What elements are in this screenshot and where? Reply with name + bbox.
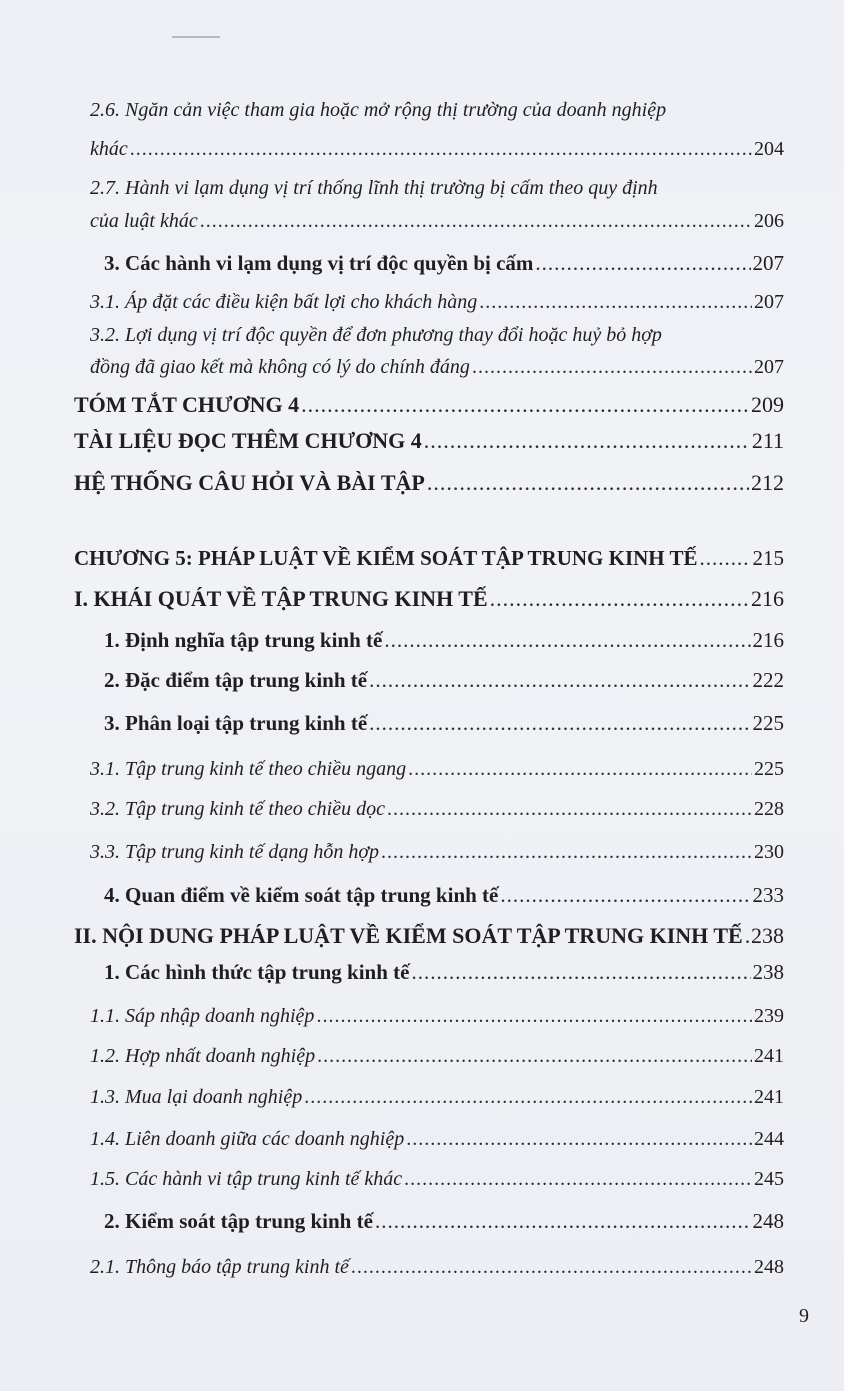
- dot-leader: [745, 925, 749, 947]
- toc-entry-line: [90, 1006, 784, 1026]
- dot-leader: [404, 1169, 752, 1189]
- toc-entry-line-wrap: [90, 178, 784, 198]
- toc-entry-title: 3.1. Tập trung kinh tế theo chiều ngang: [90, 758, 407, 780]
- toc-entry-page: 207: [752, 251, 784, 275]
- toc-entry-page: 206: [754, 210, 784, 232]
- toc-entry-line: [104, 885, 784, 906]
- toc-entry-line: [90, 1169, 784, 1189]
- toc-entry-page: 211: [751, 428, 784, 453]
- toc-entry-page: 225: [754, 758, 784, 780]
- toc-entry-page: 209: [751, 392, 784, 417]
- toc-entry-title: 1.2. Hợp nhất doanh nghiệp: [90, 1045, 316, 1067]
- dot-leader: [317, 1046, 752, 1066]
- dot-leader: [301, 394, 749, 416]
- toc-entry-line: [104, 713, 784, 734]
- toc-entry-title: của luật khác: [90, 210, 198, 232]
- dot-leader: [387, 799, 752, 819]
- toc-entry-line: [104, 962, 784, 983]
- toc-entry-title: 3.2. Tập trung kinh tế theo chiều dọc: [90, 798, 385, 820]
- toc-entry-page: 230: [754, 841, 784, 863]
- toc-entry-title: TÓM TẮT CHƯƠNG 4: [74, 392, 300, 417]
- toc-entry-title: 2.6. Ngăn cản việc tham gia hoặc mở rộng thị trường của doanh nghiệp: [90, 99, 667, 121]
- dot-leader: [408, 759, 752, 779]
- toc-entry-line: [90, 1087, 784, 1107]
- toc-entry-title: khác: [90, 138, 128, 160]
- toc-entry-line: [90, 1257, 784, 1277]
- dot-leader: [381, 842, 752, 862]
- toc-entry-line: [74, 925, 784, 947]
- dot-leader: [384, 630, 750, 651]
- dot-leader: [130, 139, 752, 159]
- toc-entry-page: 241: [754, 1045, 784, 1067]
- toc-entry-line: [74, 394, 784, 416]
- toc-entry-title: 1. Các hình thức tập trung kinh tế: [104, 960, 410, 984]
- toc-entry-title: 1.3. Mua lại doanh nghiệp: [90, 1086, 303, 1108]
- toc-entry-line: [90, 842, 784, 862]
- toc-entry-page: 248: [752, 1209, 784, 1233]
- toc-entry-page: 241: [754, 1086, 784, 1108]
- toc-entry-line: [74, 472, 784, 494]
- toc-entry-line: [90, 1129, 784, 1149]
- dot-leader: [479, 292, 752, 312]
- toc-entry-line: [74, 430, 784, 452]
- dot-leader: [316, 1006, 752, 1026]
- toc-entry-page: 245: [754, 1168, 784, 1190]
- toc-entry-page: 233: [752, 883, 784, 907]
- toc-entry-title: 2. Đặc điểm tập trung kinh tế: [104, 668, 368, 692]
- page-number: 9: [799, 1305, 809, 1327]
- toc-entry-title: I. KHÁI QUÁT VỀ TẬP TRUNG KINH TẾ: [74, 586, 488, 611]
- dot-leader: [375, 1211, 751, 1232]
- toc-entry-title: 3. Phân loại tập trung kinh tế: [104, 711, 368, 735]
- toc-entry-line: [104, 670, 784, 691]
- toc-entry-title: II. NỘI DUNG PHÁP LUẬT VỀ KIỂM SOÁT TẬP TRUNG KINH TẾ: [74, 923, 743, 948]
- toc-entry-page: 228: [754, 798, 784, 820]
- dot-leader: [500, 885, 750, 906]
- toc-entry-title: 2.7. Hành vi lạm dụng vị trí thống lĩnh thị trường bị cấm theo quy định: [90, 177, 658, 199]
- dot-leader: [424, 430, 750, 452]
- dot-leader: [411, 962, 750, 983]
- dot-leader: [490, 588, 749, 610]
- toc-entry-title: 2.1. Thông báo tập trung kinh tế: [90, 1256, 349, 1278]
- toc-entry-line: [90, 357, 784, 377]
- toc-entry-page: 212: [751, 470, 784, 495]
- dot-leader: [700, 548, 751, 569]
- toc-entry-title: 1.5. Các hành vi tập trung kinh tế khác: [90, 1168, 403, 1190]
- toc-entry-title: 3. Các hành vi lạm dụng vị trí độc quyền bị cấm: [104, 251, 534, 275]
- toc-entry-line: [74, 588, 784, 610]
- toc-entry-page: 215: [752, 546, 784, 570]
- toc-entry-title: 3.2. Lợi dụng vị trí độc quyền để đơn phương thay đổi hoặc huỷ bỏ hợp: [90, 324, 662, 346]
- toc-entry-title: 1.4. Liên doanh giữa các doanh nghiệp: [90, 1128, 405, 1150]
- toc-entry-page: 238: [751, 923, 784, 948]
- dot-leader: [369, 713, 750, 734]
- toc-entry-page: 244: [754, 1128, 784, 1150]
- toc-entry-line: [90, 139, 784, 159]
- toc-entry-title: 2. Kiểm soát tập trung kinh tế: [104, 1209, 373, 1233]
- toc-entry-line: [90, 292, 784, 312]
- toc-entry-title: CHƯƠNG 5: PHÁP LUẬT VỀ KIỂM SOÁT TẬP TRUNG KINH TẾ: [74, 546, 698, 570]
- toc-entry-line: [90, 1046, 784, 1066]
- toc-entry-title: TÀI LIỆU ĐỌC THÊM CHƯƠNG 4: [74, 428, 422, 453]
- toc-entry-page: 239: [754, 1005, 784, 1027]
- toc-entry-line: [74, 548, 784, 569]
- toc-entry-line: [90, 799, 784, 819]
- toc-entry-title: 3.1. Áp đặt các điều kiện bất lợi cho khách hàng: [90, 291, 478, 313]
- dot-leader: [472, 357, 752, 377]
- toc-entry-page: 225: [752, 711, 784, 735]
- toc-entry-line-wrap: [90, 100, 784, 120]
- dot-leader: [369, 670, 750, 691]
- toc-entry-page: 238: [752, 960, 784, 984]
- toc-entry-line: [104, 630, 784, 651]
- toc-entry-page: 222: [752, 668, 784, 692]
- toc-entry-line: [104, 253, 784, 274]
- toc-entry-title: đồng đã giao kết mà không có lý do chính đáng: [90, 356, 470, 378]
- toc-entry-line: [90, 211, 784, 231]
- toc-entry-page: 248: [754, 1256, 784, 1278]
- toc-entry-page: 207: [754, 291, 784, 313]
- toc-entry-title: 4. Quan điểm về kiểm soát tập trung kinh tế: [104, 883, 499, 907]
- toc-entry-page: 204: [754, 138, 784, 160]
- dot-leader: [304, 1087, 752, 1107]
- toc-entry-title: 3.3. Tập trung kinh tế dạng hỗn hợp: [90, 841, 380, 863]
- dot-leader: [535, 253, 750, 274]
- toc-entry-title: HỆ THỐNG CÂU HỎI VÀ BÀI TẬP: [74, 470, 425, 495]
- toc-entry-page: 207: [754, 356, 784, 378]
- toc-entry-line: [90, 759, 784, 779]
- dot-leader: [200, 211, 752, 231]
- toc-entry-line: [104, 1211, 784, 1232]
- toc-entry-title: 1.1. Sáp nhập doanh nghiệp: [90, 1005, 315, 1027]
- toc-entry-line-wrap: [90, 325, 784, 345]
- toc-entry-page: 216: [752, 628, 784, 652]
- dot-leader: [427, 472, 749, 494]
- toc-entry-title: 1. Định nghĩa tập trung kinh tế: [104, 628, 383, 652]
- dot-leader: [351, 1257, 752, 1277]
- toc-entry-page: 216: [751, 586, 784, 611]
- dot-leader: [406, 1129, 752, 1149]
